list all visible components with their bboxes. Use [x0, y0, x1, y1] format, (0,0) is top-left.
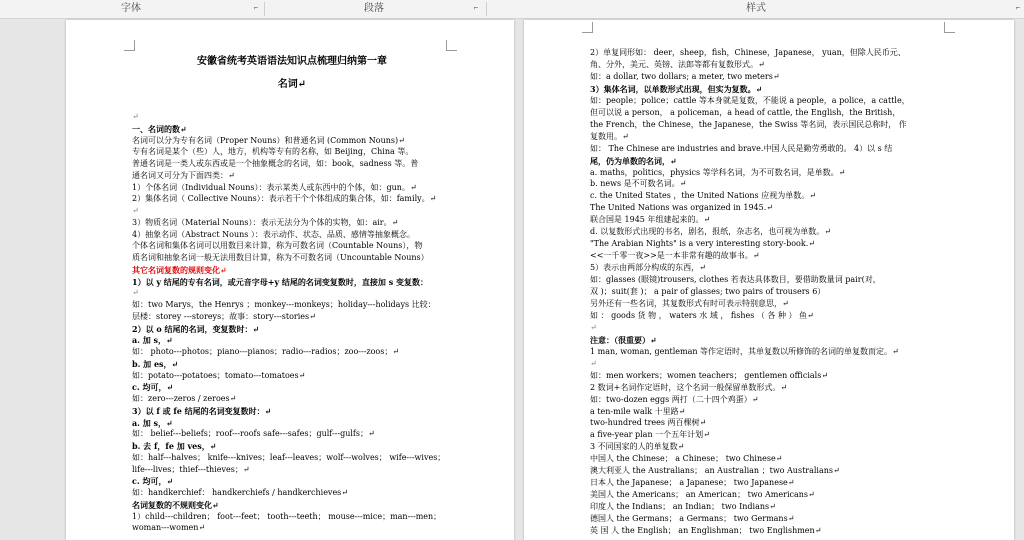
- text-line: 5）表示由两部分构成的东西，↵: [590, 263, 706, 273]
- text-line: two-hundred trees 两百棵树↵: [590, 418, 707, 428]
- document-page-2[interactable]: [524, 20, 1014, 540]
- document-title: 名词↵: [277, 79, 307, 90]
- ribbon-group-styles-label: 样式: [746, 3, 766, 14]
- text-line: 2）集体名词（ Collective Nouns）：表示若干个个体组成的集合体，如：family。↵: [132, 194, 437, 204]
- text-line: 4）抽象名词（Abstract Nouns ）：表示动作、状态、品质、感情等抽象概念。: [132, 229, 415, 239]
- text-line: a. 加 s，↵: [132, 335, 173, 346]
- text-line: 名词复数的不规则变化↵: [132, 499, 219, 510]
- text-line: 另外还有一些名词，其复数形式有时可表示特别意思，↵: [590, 298, 789, 308]
- text-line: 复数用。↵: [590, 131, 629, 141]
- paragraph-mark: ↵: [132, 206, 139, 215]
- ribbon-group-font: [0, 0, 262, 18]
- text-line: 英 国 人 the English； an Englishman； two Englishmen↵: [590, 526, 822, 535]
- text-line: 名词可以分为专有名词（Proper Nouns）和普通名词 (Common Nouns)↵: [132, 135, 405, 145]
- text-line: 如：zero---zeros / zeroes↵: [132, 394, 237, 403]
- text-line: 其它名词复数的规则变化↵: [132, 264, 227, 275]
- ribbon-separator: [264, 2, 265, 16]
- text-line: 1 man, woman, gentleman 等作定语时，其单复数以所修饰的名词的单复数而定。↵: [590, 346, 899, 356]
- text-line: 如： The Chinese are industries and brave.中国人民是勤劳勇敢的。 4）以 s 结: [590, 143, 893, 153]
- font-dialog-launcher-icon[interactable]: ⌐: [253, 3, 259, 12]
- text-line: 3）集体名词，以单数形式出现，但实为复数。↵: [590, 83, 763, 94]
- ribbon-group-font-label: 字体: [121, 3, 141, 14]
- paragraph-mark: ↵: [590, 322, 597, 332]
- text-line: 专有名词是某个（些）人，地方，机构等专有的名称，如 Beijing，China 等。: [132, 147, 414, 157]
- text-line: a ten-mile walk 十里路↵: [590, 406, 686, 416]
- text-line: 个体名词和集体名词可以用数目来计算，称为可数名词（Countable Nouns），物: [132, 241, 423, 251]
- text-line: 如： photo---photos；piano---pianos；radio---radios；zoo---zoos；↵: [132, 347, 400, 356]
- text-line: 如：handkerchief： handkerchiefs / handkerchieves↵: [132, 488, 348, 497]
- margin-mark: [944, 22, 955, 33]
- text-line: 2）以 o 结尾的名词，变复数时：↵: [132, 323, 260, 334]
- text-line: 1）个体名词（Individual Nouns）：表示某类人或东西中的个体，如：gun。↵: [132, 182, 417, 192]
- text-line: a five-year plan 一个五年计划↵: [590, 430, 710, 440]
- text-line: b. 加 es，↵: [132, 358, 179, 369]
- text-line: 如：men workers；women teachers； gentlemen officials↵: [590, 370, 829, 380]
- text-line: 澳大利亚人 the Australians； an Australian ；two Australians↵: [590, 466, 840, 476]
- text-line: 中国人 the Chinese； a Chinese； two Chinese↵: [590, 454, 783, 464]
- text-line: woman---women↵: [132, 523, 206, 533]
- paragraph-mark: ↵: [132, 288, 139, 298]
- paragraph-mark: ↵: [132, 112, 139, 121]
- document-page-1[interactable]: [66, 20, 514, 540]
- text-line: 一、名词的数↵: [132, 123, 187, 134]
- text-line: 印度人 the Indians； an Indian； two Indians↵: [590, 502, 776, 512]
- text-line: life---lives；thief---thieves；↵: [132, 464, 250, 474]
- ribbon-group-styles: [488, 0, 1024, 18]
- text-line: 美国人 the Americans； an American； two Americans↵: [590, 490, 815, 500]
- ribbon: [0, 0, 1024, 19]
- paragraph-dialog-launcher-icon[interactable]: ⌐: [473, 3, 479, 12]
- text-line: 普通名词是一类人或东西或是一个抽象概念的名词，如：book，sadness 等。普: [132, 159, 419, 168]
- ribbon-separator: [486, 2, 487, 16]
- text-line: 如：people；police；cattle 等本身就是复数，不能说 a people，a police，a cattle，: [590, 95, 910, 105]
- text-line: a. 加 s，↵: [132, 417, 173, 428]
- text-line: c. the United States ，the United Nations 应视为单数。↵: [590, 191, 816, 201]
- text-line: 通名词又可分为下面四类：↵: [132, 170, 235, 180]
- text-line: the French，the Chinese，the Japanese，the Swiss 等名词，表示国民总称时， 作: [590, 119, 907, 129]
- text-line: a. maths，politics，physics 等学科名词，为不可数名词，是单数。↵: [590, 167, 846, 177]
- text-line: 3 不同国家的人的单复数↵: [590, 442, 685, 452]
- text-line: 3）以 f 或 fe 结尾的名词变复数时：↵: [132, 405, 272, 416]
- text-line: The United Nations was organized in 1945.↵: [590, 203, 773, 213]
- ribbon-group-paragraph: [266, 0, 482, 18]
- text-line: b. news 是不可数名词。↵: [590, 179, 687, 189]
- text-line: <<一千零一夜>>是一本非常有趣的故事书。↵: [590, 251, 760, 261]
- text-line: 如 ： goods 货 物 ， waters 水 域 ， fishes （ 各 种 ） 鱼↵: [590, 310, 814, 320]
- text-line: 如：half---halves； knife---knives；leaf---leaves；wolf---wolves； wife---wives；: [132, 452, 446, 462]
- text-line: 如：glasses (眼镜)trousers, clothes 若表达具体数目，要借助数量词 pair(对，: [590, 275, 881, 285]
- text-line: d. 以复数形式出现的书名，剧名，报纸，杂志名，也可视为单数。↵: [590, 227, 831, 237]
- text-line: 但可以说 a person， a policeman，a head of cattle, the English，the British，: [590, 107, 901, 117]
- margin-mark: [582, 22, 593, 33]
- text-line: 如： belief---beliefs；roof---roofs safe---safes；gulf---gulfs；↵: [132, 429, 375, 439]
- margin-mark: [124, 40, 135, 51]
- styles-dialog-launcher-icon[interactable]: ⌐: [1015, 3, 1021, 12]
- text-line: 层楼：storey ---storeys；故事：story---stories↵: [132, 311, 316, 321]
- text-line: 注意：（很重要）↵: [590, 334, 657, 345]
- text-line: 如：a dollar, two dollars; a meter, two meters↵: [590, 71, 780, 81]
- text-line: 双 )；suit(套 )； a pair of glasses; two pairs of trousers 6）: [590, 287, 826, 296]
- document-title: 安徽省统考英语语法知识点梳理归纳第一章: [197, 56, 387, 67]
- text-line: b. 去 f，fe 加 ves，↵: [132, 441, 217, 451]
- text-line: 1）以 y 结尾的专有名词，或元音字母+y 结尾的名词变复数时，直接加 s 变复数：: [132, 276, 428, 287]
- text-line: 2 数词+名词作定语时，这个名词一般保留单数形式。↵: [590, 382, 788, 392]
- text-line: 质名词和抽象名词一般无法用数目计算，称为不可数名词（Uncountable Nouns）: [132, 253, 429, 262]
- text-line: 1）child---children； foot---feet； tooth---teeth； mouse---mice；man---men；: [132, 511, 442, 521]
- ribbon-group-paragraph-label: 段落: [364, 3, 384, 14]
- text-line: "The Arabian Nights" is a very interesting story-book.↵: [590, 239, 815, 249]
- text-line: 联合国是 1945 年组建起来的。↵: [590, 215, 711, 225]
- text-line: 如：potato---potatoes；tomato---tomatoes↵: [132, 370, 306, 380]
- text-line: 角、分外，美元、英镑、法郎等都有复数形式。↵: [590, 59, 765, 69]
- text-line: 2）单复同形如： deer，sheep，fish，Chinese，Japanese， yuan，但除人民币元、: [590, 48, 906, 57]
- text-line: 日本人 the Japanese； a Japanese； two Japanese↵: [590, 478, 795, 488]
- paragraph-mark: ↵: [590, 358, 597, 368]
- text-line: 3）物质名词（Material Nouns）：表示无法分为个体的实物，如：air。↵: [132, 217, 399, 227]
- text-line: 如：two Marys，the Henrys ；monkey---monkeys；holiday---holidays 比较：: [132, 300, 436, 309]
- text-line: c. 均可，↵: [132, 382, 174, 393]
- text-line: c. 均可，↵: [132, 476, 174, 487]
- text-line: 如：two-dozen eggs 两打（二十四个鸡蛋）↵: [590, 394, 759, 404]
- text-line: 尾，仍为单数的名词，↵: [590, 155, 677, 166]
- text-line: 德国人 the Germans； a Germans； two Germans↵: [590, 514, 795, 524]
- margin-mark: [446, 40, 457, 51]
